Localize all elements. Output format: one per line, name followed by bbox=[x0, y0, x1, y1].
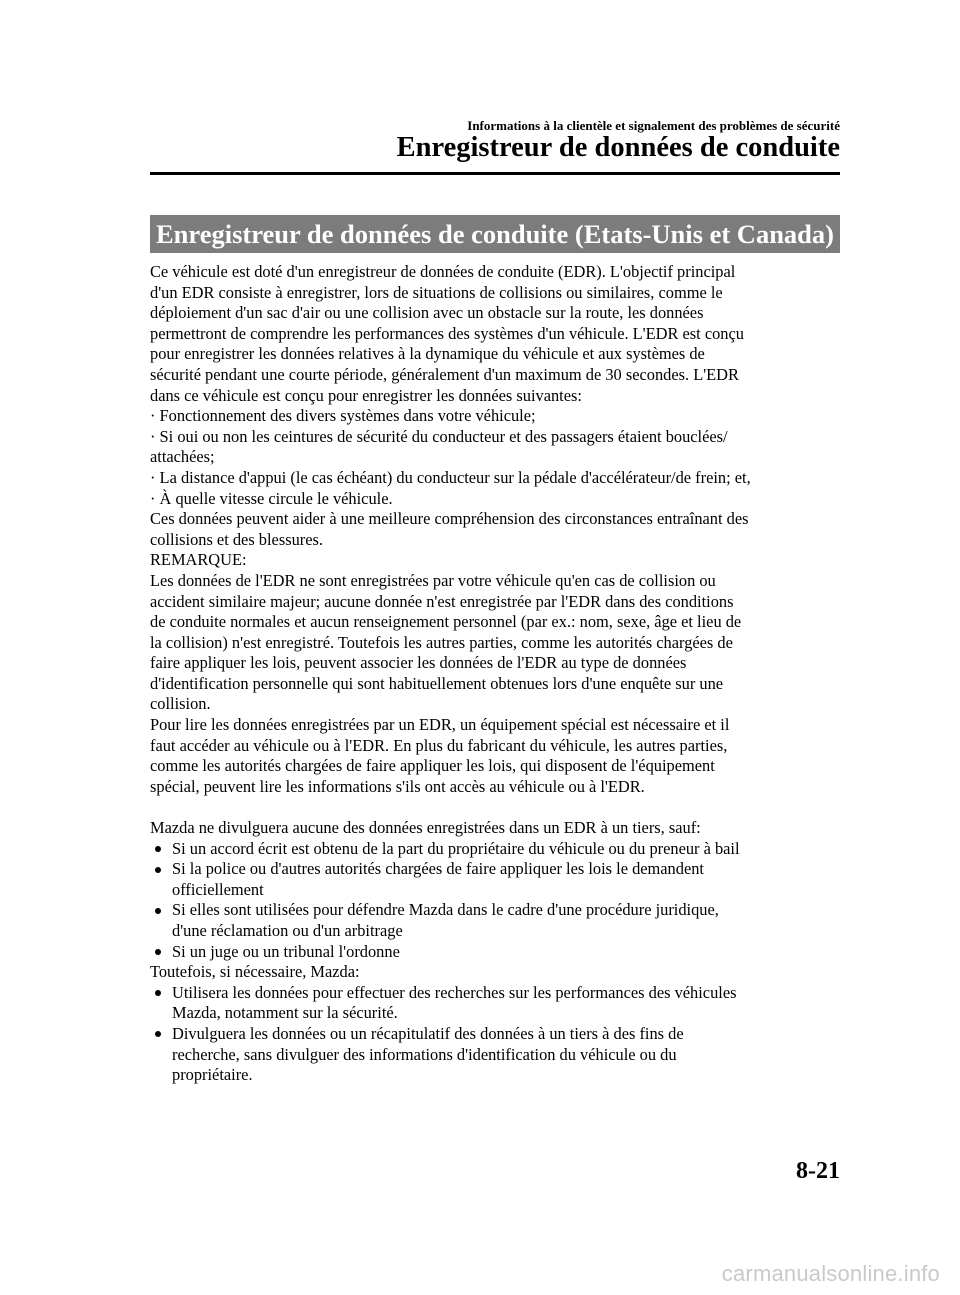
text-line: · La distance d'appui (le cas échéant) du conducteur sur la pédale d'accélérateur/de frein; et, bbox=[150, 467, 751, 487]
list-item-continuation: d'une réclamation ou d'un arbitrage bbox=[172, 921, 403, 940]
disclosure-exceptions-list bbox=[150, 839, 842, 963]
text-line: Ce véhicule est doté d'un enregistreur de données de conduite (EDR). L'objectif principal bbox=[150, 262, 736, 281]
mazda-uses-list bbox=[150, 983, 842, 1086]
text-line: collision. bbox=[150, 694, 211, 714]
edr-description bbox=[150, 262, 842, 797]
header-divider bbox=[150, 172, 840, 175]
text-line: faut accéder au véhicule ou à l'EDR. En plus du fabricant du véhicule, les autres parties, bbox=[150, 735, 728, 755]
text-line: dans ce véhicule est conçu pour enregistrer les données suivantes: bbox=[150, 385, 582, 405]
text-line: attachées; bbox=[150, 447, 215, 467]
body-text bbox=[150, 262, 842, 1086]
text-line: comme les autorités chargées de faire appliquer les lois, qui disposent de l'équipement bbox=[150, 756, 715, 776]
watermark-text: carmanualsonline.info bbox=[721, 1261, 940, 1286]
text-line: · À quelle vitesse circule le véhicule. bbox=[150, 488, 393, 508]
text-line: permettront de comprendre les performances des systèmes d'un véhicule. L'EDR est conçu bbox=[150, 323, 744, 343]
list-item: Si elles sont utilisées pour défendre Mazda dans le cadre d'une procédure juridique, bbox=[150, 900, 842, 921]
bullet-dot-icon bbox=[155, 949, 161, 955]
text-line: Pour lire les données enregistrées par un EDR, un équipement spécial est nécessaire et il bbox=[150, 715, 730, 735]
page-number: 8-21 bbox=[796, 1158, 840, 1184]
text-line: collisions et des blessures. bbox=[150, 529, 323, 549]
list-item-continuation: officiellement bbox=[172, 879, 264, 899]
text-line: la collision) n'est enregistré. Toutefois les autres parties, comme les autorités chargées de bbox=[150, 632, 733, 652]
text-line: Les données de l'EDR ne sont enregistrées par votre véhicule qu'en cas de collision ou bbox=[150, 570, 716, 590]
mazda-disclosure-intro: Mazda ne divulguera aucune des données enregistrées dans un EDR à un tiers, sauf: bbox=[150, 818, 701, 838]
list-item: Si un accord écrit est obtenu de la part du propriétaire du véhicule ou du preneur à bail bbox=[150, 839, 842, 860]
bullet-dot-icon bbox=[155, 1031, 161, 1037]
list-item-continuation: recherche, sans divulguer des informations d'identification du véhicule ou du bbox=[172, 1044, 677, 1064]
text-line: spécial, peuvent lire les informations s'ils ont accès au véhicule ou à l'EDR. bbox=[150, 776, 645, 796]
text-line: · Si oui ou non les ceintures de sécurité du conducteur et des passagers étaient bouclées/ bbox=[150, 426, 728, 446]
text-line: faire appliquer les lois, peuvent associer les données de l'EDR au type de données bbox=[150, 653, 687, 673]
bullet-dot-icon bbox=[155, 867, 161, 873]
text-line: sécurité pendant une courte période, généralement d'un maximum de 30 secondes. L'EDR bbox=[150, 364, 739, 384]
bullet-dot-icon bbox=[155, 846, 161, 852]
bullet-dot-icon bbox=[155, 990, 161, 996]
list-item: Utilisera les données pour effectuer des recherches sur les performances des véhicules bbox=[150, 983, 842, 1004]
text-line: REMARQUE: bbox=[150, 550, 247, 570]
list-item: Si un juge ou un tribunal l'ordonne bbox=[150, 942, 842, 963]
text-line: · Fonctionnement des divers systèmes dans votre véhicule; bbox=[150, 406, 536, 426]
however-line: Toutefois, si nécessaire, Mazda: bbox=[150, 962, 360, 982]
list-item: Si la police ou d'autres autorités chargées de faire appliquer les lois le demandent bbox=[150, 859, 842, 880]
section-title-banner: Enregistreur de données de conduite (Etats-Unis et Canada) bbox=[150, 215, 840, 253]
text-line: d'un EDR consiste à enregistrer, lors de situations de collisions ou similaires, comme le bbox=[150, 282, 723, 302]
paragraph-gap bbox=[150, 797, 842, 818]
text-line: de conduite normales et aucun renseignement personnel (par ex.: nom, sexe, âge et lieu de bbox=[150, 612, 742, 632]
text-line: d'identification personnelle qui sont habituellement obtenues lors d'une enquête sur une bbox=[150, 673, 724, 693]
text-line: pour enregistrer les données relatives à la dynamique du véhicule et aux systèmes de bbox=[150, 344, 705, 364]
chapter-subtitle: Informations à la clientèle et signalement des problèmes de sécurité bbox=[467, 118, 840, 133]
list-item: Divulguera les données ou un récapitulatif des données à un tiers à des fins de bbox=[150, 1024, 842, 1045]
bullet-dot-icon bbox=[155, 908, 161, 914]
chapter-title: Enregistreur de données de conduite bbox=[396, 132, 840, 163]
text-line: déploiement d'un sac d'air ou une collision avec un obstacle sur la route, les données bbox=[150, 303, 704, 323]
list-item-continuation: propriétaire. bbox=[172, 1065, 253, 1085]
text-line: Ces données peuvent aider à une meilleure compréhension des circonstances entraînant des bbox=[150, 509, 749, 529]
list-item-continuation: Mazda, notamment sur la sécurité. bbox=[172, 1003, 398, 1023]
text-line: accident similaire majeur; aucune donnée n'est enregistrée par l'EDR dans des conditions bbox=[150, 591, 734, 611]
